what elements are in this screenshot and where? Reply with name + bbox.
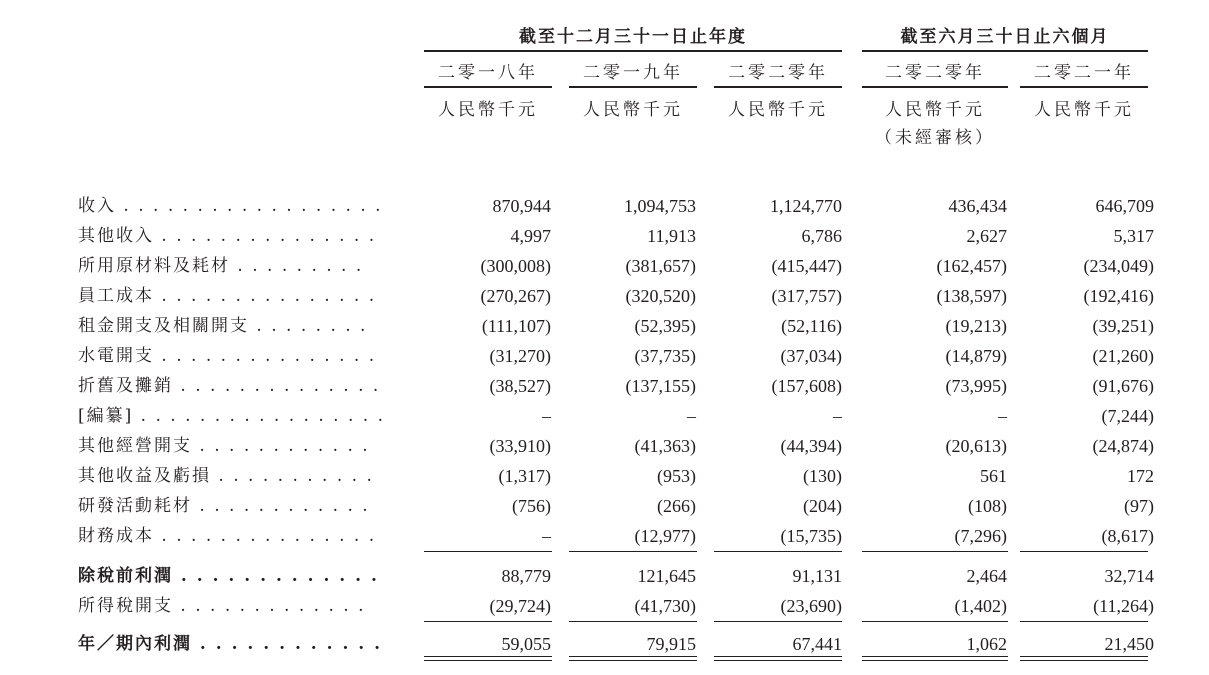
value-cell-2018: (38,527) bbox=[489, 376, 551, 396]
value-cell-2018: (756) bbox=[512, 496, 551, 516]
total-double-rule bbox=[714, 656, 842, 661]
column-header-2019: 二零一九年 bbox=[569, 60, 697, 88]
subtotal-rule bbox=[569, 621, 697, 622]
row-label: [編纂] . . . . . . . . . . . . . . . . . bbox=[78, 406, 385, 426]
subtotal-rule bbox=[424, 551, 552, 552]
value-cell-2018: 870,944 bbox=[492, 196, 551, 216]
value-cell-2020-h1: (20,613) bbox=[945, 436, 1007, 456]
value-cell-2020: 1,124,770 bbox=[770, 196, 842, 216]
value-cell-2020: (415,447) bbox=[771, 256, 842, 276]
value-cell-2020: (52,116) bbox=[781, 316, 842, 336]
value-cell-2019: (41,730) bbox=[634, 596, 696, 616]
value-cell-2019: (137,155) bbox=[625, 376, 696, 396]
value-cell-2019: (12,977) bbox=[634, 526, 696, 546]
row-label: 水電開支 . . . . . . . . . . . . . . . bbox=[78, 346, 377, 366]
value-cell-2018: 4,997 bbox=[510, 226, 551, 246]
unit-label-2020: 人民幣千元 bbox=[728, 100, 828, 120]
value-cell-2018: (33,910) bbox=[489, 436, 551, 456]
value-cell-2021-h1: (11,264) bbox=[1093, 596, 1154, 616]
value-cell-2021-h1: (39,251) bbox=[1092, 316, 1154, 336]
value-cell-2018: – bbox=[542, 406, 551, 426]
row-label: 所得稅開支 . . . . . . . . . . . . . bbox=[78, 596, 366, 616]
row-label: 租金開支及相關開支 . . . . . . . . bbox=[78, 316, 368, 336]
value-cell-2018: 88,779 bbox=[501, 566, 551, 586]
unit-label-2018: 人民幣千元 bbox=[438, 100, 538, 120]
value-cell-2020: (44,394) bbox=[780, 436, 842, 456]
total-double-rule bbox=[424, 656, 552, 661]
unit-label-2019: 人民幣千元 bbox=[583, 100, 683, 120]
value-cell-2020-h1: (7,296) bbox=[954, 526, 1007, 546]
subtotal-rule bbox=[862, 621, 1008, 622]
value-cell-2019: (381,657) bbox=[625, 256, 696, 276]
value-cell-2020: 6,786 bbox=[801, 226, 842, 246]
row-label: 所用原材料及耗材 . . . . . . . . . bbox=[78, 256, 364, 276]
value-cell-2021-h1: 172 bbox=[1127, 466, 1154, 486]
value-cell-2020: (317,757) bbox=[771, 286, 842, 306]
group-header-six-months: 截至六月三十日止六個月 bbox=[862, 24, 1148, 52]
subtotal-rule bbox=[714, 551, 842, 552]
value-cell-2021-h1: (234,049) bbox=[1083, 256, 1154, 276]
value-cell-2019: (320,520) bbox=[625, 286, 696, 306]
column-header-2018: 二零一八年 bbox=[424, 60, 552, 88]
row-label: 其他經營開支 . . . . . . . . . . . . bbox=[78, 436, 370, 456]
subtotal-rule bbox=[714, 621, 842, 622]
value-cell-2020-h1: (19,213) bbox=[945, 316, 1007, 336]
group-header-annual: 截至十二月三十一日止年度 bbox=[424, 24, 842, 52]
value-cell-2019: 1,094,753 bbox=[624, 196, 696, 216]
row-label: 其他收入 . . . . . . . . . . . . . . . bbox=[78, 226, 377, 246]
value-cell-2020: (37,034) bbox=[780, 346, 842, 366]
column-header-2021-h1: 二零二一年 bbox=[1020, 60, 1148, 88]
value-cell-2018: (29,724) bbox=[489, 596, 551, 616]
unit-label-2021-h1: 人民幣千元 bbox=[1034, 100, 1134, 120]
row-label: 研發活動耗材 . . . . . . . . . . . . bbox=[78, 496, 370, 516]
value-cell-2019: (266) bbox=[657, 496, 696, 516]
row-label: 其他收益及虧損 . . . . . . . . . . . bbox=[78, 466, 374, 486]
row-label: 除稅前利潤 . . . . . . . . . . . . . bbox=[78, 566, 379, 586]
value-cell-2018: (270,267) bbox=[480, 286, 551, 306]
value-cell-2021-h1: (21,260) bbox=[1092, 346, 1154, 366]
unit-label-2020-h1: 人民幣千元 （未經審核） bbox=[862, 96, 1008, 152]
total-double-rule bbox=[1020, 656, 1148, 661]
value-cell-2020: (23,690) bbox=[780, 596, 842, 616]
value-cell-2020: – bbox=[833, 406, 842, 426]
subtotal-rule bbox=[1020, 621, 1148, 622]
unaudited-note: （未經審核） bbox=[875, 128, 995, 148]
value-cell-2020-h1: (108) bbox=[968, 496, 1007, 516]
value-cell-2021-h1: 646,709 bbox=[1095, 196, 1154, 216]
value-cell-2020-h1: (1,402) bbox=[954, 596, 1007, 616]
subtotal-rule bbox=[1020, 551, 1148, 552]
value-cell-2020: (130) bbox=[803, 466, 842, 486]
value-cell-2021-h1: (8,617) bbox=[1101, 526, 1154, 546]
value-cell-2020-h1: (73,995) bbox=[945, 376, 1007, 396]
value-cell-2018: (300,008) bbox=[480, 256, 551, 276]
value-cell-2020-h1: (162,457) bbox=[936, 256, 1007, 276]
value-cell-2019: (52,395) bbox=[634, 316, 696, 336]
subtotal-rule bbox=[424, 621, 552, 622]
value-cell-2018: 59,055 bbox=[501, 634, 551, 654]
value-cell-2020-h1: 2,464 bbox=[966, 566, 1007, 586]
row-label: 折舊及攤銷 . . . . . . . . . . . . . . bbox=[78, 376, 381, 396]
value-cell-2021-h1: (192,416) bbox=[1083, 286, 1154, 306]
value-cell-2020: (204) bbox=[803, 496, 842, 516]
value-cell-2021-h1: 32,714 bbox=[1104, 566, 1154, 586]
value-cell-2020: 91,131 bbox=[792, 566, 842, 586]
value-cell-2020: (15,735) bbox=[780, 526, 842, 546]
column-header-2020: 二零二零年 bbox=[714, 60, 842, 88]
value-cell-2020-h1: (14,879) bbox=[945, 346, 1007, 366]
subtotal-rule bbox=[569, 551, 697, 552]
row-label: 財務成本 . . . . . . . . . . . . . . . bbox=[78, 526, 377, 546]
value-cell-2020-h1: – bbox=[998, 406, 1007, 426]
value-cell-2020-h1: (138,597) bbox=[936, 286, 1007, 306]
value-cell-2019: (953) bbox=[657, 466, 696, 486]
row-label: 員工成本 . . . . . . . . . . . . . . . bbox=[78, 286, 377, 306]
value-cell-2020: (157,608) bbox=[771, 376, 842, 396]
subtotal-rule bbox=[862, 551, 1008, 552]
value-cell-2020-h1: 1,062 bbox=[966, 634, 1007, 654]
value-cell-2018: – bbox=[542, 526, 551, 546]
value-cell-2020: 67,441 bbox=[792, 634, 842, 654]
value-cell-2021-h1: 21,450 bbox=[1104, 634, 1154, 654]
value-cell-2019: (41,363) bbox=[634, 436, 696, 456]
total-double-rule bbox=[569, 656, 697, 661]
value-cell-2020-h1: 561 bbox=[980, 466, 1007, 486]
value-cell-2020-h1: 2,627 bbox=[966, 226, 1007, 246]
total-double-rule bbox=[862, 656, 1008, 661]
value-cell-2019: 11,913 bbox=[647, 226, 696, 246]
value-cell-2019: (37,735) bbox=[634, 346, 696, 366]
value-cell-2019: – bbox=[687, 406, 696, 426]
value-cell-2021-h1: (24,874) bbox=[1092, 436, 1154, 456]
value-cell-2021-h1: (97) bbox=[1124, 496, 1154, 516]
value-cell-2018: (1,317) bbox=[498, 466, 551, 486]
value-cell-2019: 79,915 bbox=[646, 634, 696, 654]
value-cell-2021-h1: (7,244) bbox=[1101, 406, 1154, 426]
value-cell-2018: (31,270) bbox=[489, 346, 551, 366]
row-label: 年／期內利潤 . . . . . . . . . . . . bbox=[78, 634, 383, 654]
value-cell-2019: 121,645 bbox=[637, 566, 696, 586]
value-cell-2020-h1: 436,434 bbox=[948, 196, 1007, 216]
value-cell-2021-h1: (91,676) bbox=[1092, 376, 1154, 396]
column-header-2020-h1: 二零二零年 bbox=[862, 60, 1008, 88]
value-cell-2021-h1: 5,317 bbox=[1113, 226, 1154, 246]
row-label: 收入 . . . . . . . . . . . . . . . . . . bbox=[78, 196, 383, 216]
value-cell-2018: (111,107) bbox=[481, 316, 551, 336]
